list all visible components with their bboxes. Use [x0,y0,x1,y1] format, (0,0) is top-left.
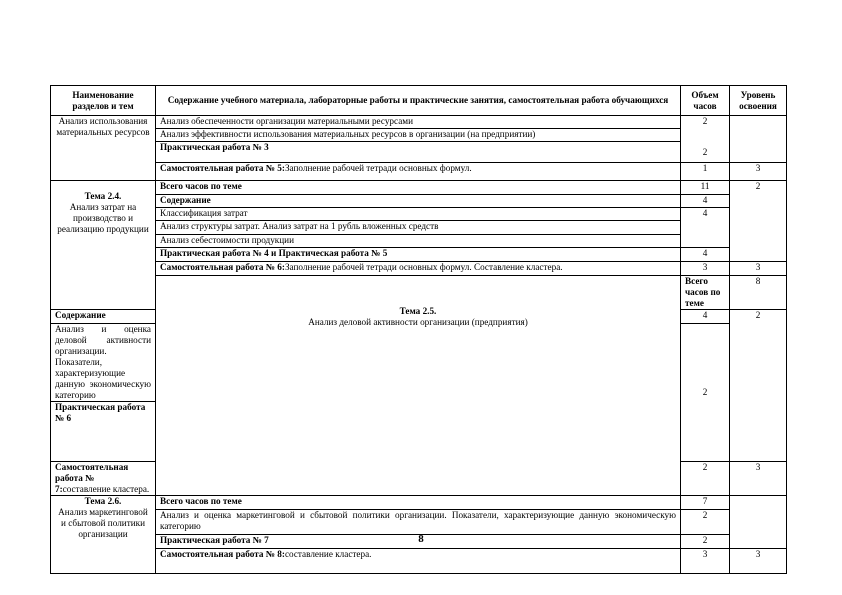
practice-cell: Практическая работа № 6 [51,402,156,462]
hours-cell: 4 [681,248,730,262]
hours-cell: 4 [681,195,730,208]
total-hours-label: Всего часов по теме [156,181,681,195]
level-cell: 2 [730,181,787,262]
hours-cell: 7 [681,496,730,510]
level-cell: 3 [730,163,787,181]
table-row [51,208,787,221]
practice-cell: Практическая работа № 7 [156,535,681,549]
table-row [51,221,787,235]
section-title: Тема 2.4. [84,191,122,201]
table-row [51,129,787,142]
level-cell: 3 [730,262,787,276]
section-subtitle: Анализ маркетинговой и сбытовой политики организации [58,507,148,539]
independent-text: составление кластера. [62,484,150,494]
content-cell: Анализ и оценка деловой активности организации. Показатели, характеризующие данную экономическую категорию [51,324,156,402]
section-title-cell [156,276,681,496]
table-row [51,235,787,248]
hours-value: 2 [702,116,708,126]
hours-cell: 3 [681,549,730,574]
total-hours-label: Всего часов по теме [156,496,681,510]
header-content: Содержание учебного материала, лабораторные работы и практические занятия, самостоятельная работа обучающихся [156,86,681,116]
table-row [51,195,787,208]
level-cell [730,116,787,163]
hours-cell: 1 [681,163,730,181]
table-row [51,510,787,535]
page-number: 8 [418,533,424,545]
level-cell: 3 [730,549,787,574]
curriculum-table [50,85,787,574]
header-level: Уровень освоения [730,86,787,116]
hours-cell: 2 [681,535,730,549]
content-cell: Классификация затрат [156,208,681,221]
section-title: Анализ использования материальных ресурсов [51,116,156,181]
table-row [51,181,787,195]
header-sections: Наименование разделов и тем [51,86,156,116]
independent-work-cell [156,549,681,574]
section-subtitle: Анализ затрат на производство и реализацию продукции [57,202,149,234]
independent-label: Самостоятельная работа № 8: [160,549,285,559]
section-title: Тема 2.5. [399,306,437,316]
level-cell: 2 [730,310,787,462]
independent-label: Самостоятельная работа № 5: [160,163,285,173]
hours-cell: 4 [681,208,730,248]
hours-cell: 2 [681,462,730,496]
independent-work-cell [156,163,681,181]
section-subtitle: Анализ деловой активности организации (предприятия) [308,317,528,327]
hours-cell: 4 [681,310,730,324]
independent-work-cell [156,262,681,276]
table-row [51,496,787,510]
table-row [51,116,787,129]
independent-text: составление кластера. [284,549,372,559]
content-cell: Анализ эффективности использования материальных ресурсов в организации (на предприятии) [156,129,681,142]
total-hours-label: Всего часов по теме [681,276,730,310]
hours-cell: 11 [681,181,730,195]
section-title: Тема 2.6. [84,496,122,506]
independent-label: Самостоятельная работа № 7: [55,462,129,494]
content-cell: Анализ структуры затрат. Анализ затрат на 1 рубль вложенных средств [156,221,681,235]
header-hours: Объем часов [681,86,730,116]
table-row [51,163,787,181]
hours-cell [681,116,730,163]
content-cell: Анализ и оценка маркетинговой и сбытовой политики организации. Показатели, характеризующие данную экономическую категорию [156,510,681,535]
hours-cell: 3 [681,262,730,276]
independent-work-cell [51,462,156,496]
hours-cell: 2 [681,510,730,535]
content-label: Содержание [156,195,681,208]
table-row [51,549,787,574]
hours-value: 2 [702,147,708,157]
level-cell: 3 [730,462,787,496]
section-title-cell [51,181,156,310]
table-header-row [51,86,787,116]
hours-cell: 8 [730,276,787,310]
content-label: Содержание [51,310,156,324]
content-cell: Анализ обеспеченности организации материальными ресурсами [156,116,681,129]
table-row [51,276,787,310]
practice-cell: Практическая работа № 4 и Практическая работа № 5 [156,248,681,262]
independent-text: Заполнение рабочей тетради основных формул. Составление кластера. [284,262,563,272]
table-row [51,262,787,276]
hours-cell: 2 [681,324,730,462]
independent-label: Самостоятельная работа № 6: [160,262,285,272]
independent-text: Заполнение рабочей тетради основных формул. [284,163,472,173]
content-cell: Анализ себестоимости продукции [156,235,681,248]
table-row [51,248,787,262]
practice-cell: Практическая работа № 3 [156,142,681,163]
table-row [51,142,787,163]
